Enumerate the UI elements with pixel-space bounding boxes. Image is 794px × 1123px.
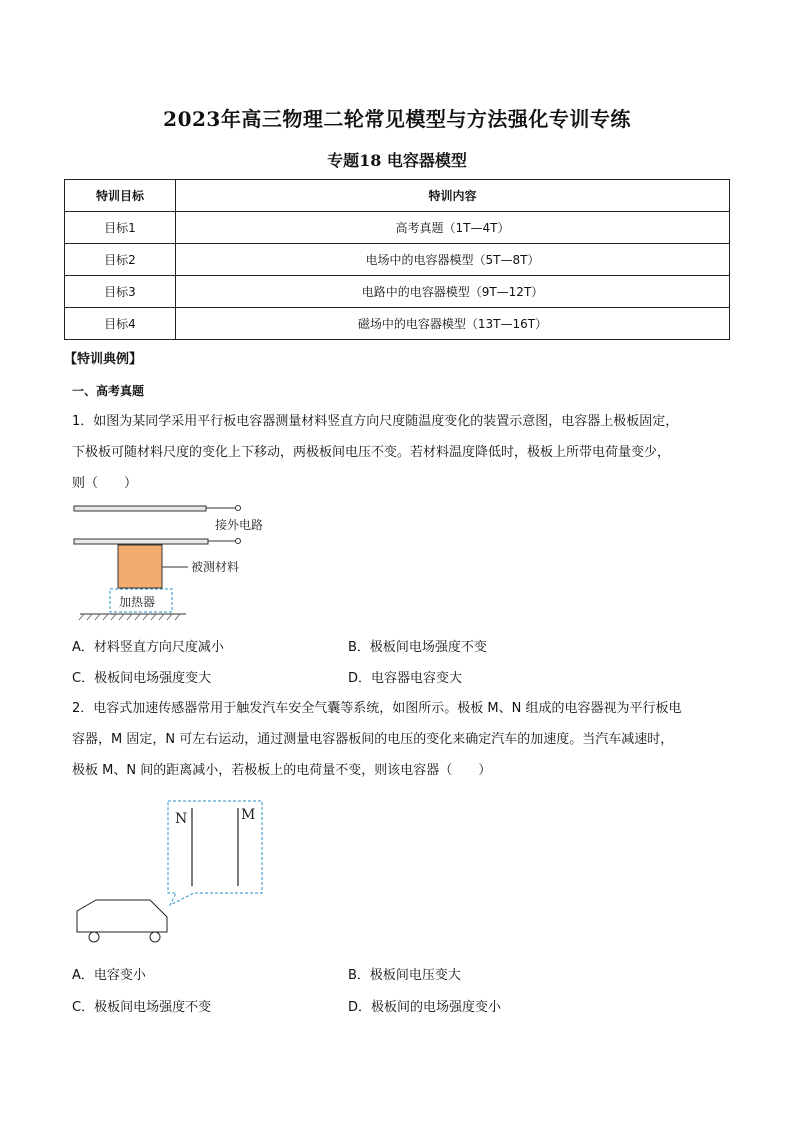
material-block <box>118 545 162 588</box>
option-c: C．极板间电场强度变大 <box>72 671 212 686</box>
question-line: 则（ ） <box>72 476 138 491</box>
heater-label: 加热器 <box>119 595 156 609</box>
table-cell: 高考真题（1T—4T） <box>176 212 730 244</box>
option-b: B．极板间电场强度不变 <box>348 640 487 655</box>
question-line: 极板 M、N 间的距离减小，若极板上的电荷量不变，则该电容器（ ） <box>72 763 492 778</box>
car-wheel <box>150 932 160 942</box>
car-sensor-figure <box>74 798 269 948</box>
option-c: C．极板间电场强度不变 <box>72 1000 212 1015</box>
table-header-cell: 特训内容 <box>176 180 730 212</box>
section-part-heading: 一、高考真题 <box>72 384 145 398</box>
targets-table <box>64 179 730 340</box>
option-a: A．材料竖直方向尺度减小 <box>72 640 224 655</box>
table-header-row <box>65 180 730 212</box>
table-cell: 目标4 <box>65 308 176 340</box>
circuit-label: 接外电路 <box>215 518 264 532</box>
question-line: 下极板可随材料尺度的变化上下移动，两极板间电压不变。若材料温度降低时，极板上所带电荷量变少， <box>72 445 671 460</box>
option-b: B．极板间电压变大 <box>348 968 461 983</box>
table-cell: 电场中的电容器模型（5T—8T） <box>176 244 730 276</box>
table-cell: 电路中的电容器模型（9T—12T） <box>176 276 730 308</box>
car-body <box>77 900 167 932</box>
option-a: A．电容变小 <box>72 968 146 983</box>
table-header-cell: 特训目标 <box>65 180 176 212</box>
table-row <box>65 244 730 276</box>
terminal <box>236 506 241 511</box>
lower-plate <box>74 539 208 544</box>
upper-plate <box>74 506 206 511</box>
section-heading: 【特训典例】 <box>64 352 143 367</box>
question-line: 容器，M 固定，N 可左右运动，通过测量电容器板间的电压的变化来确定汽车的加速度。当汽车减速时， <box>72 732 674 747</box>
terminal <box>236 539 241 544</box>
table-cell: 目标3 <box>65 276 176 308</box>
table-row <box>65 276 730 308</box>
table-cell: 目标2 <box>65 244 176 276</box>
question-line: 2．电容式加速传感器常用于触发汽车安全气囊等系统，如图所示。极板 M、N 组成的电容器视为平行板电 <box>72 701 682 716</box>
page-title: 2023年高三物理二轮常见模型与方法强化专训专练 <box>163 107 631 131</box>
capacitor-figure <box>70 500 290 625</box>
table-row <box>65 308 730 340</box>
material-label: 被测材料 <box>191 560 240 574</box>
table-cell: 目标1 <box>65 212 176 244</box>
plate-m-label: M <box>241 807 256 823</box>
table-cell: 磁场中的电容器模型（13T—16T） <box>176 308 730 340</box>
option-d: D．电容器电容变大 <box>348 671 463 686</box>
table-row <box>65 212 730 244</box>
question-line: 1．如图为某同学采用平行板电容器测量材料竖直方向尺度随温度变化的装置示意图，电容器上极板固定， <box>72 414 679 429</box>
plate-n-label: N <box>175 811 188 827</box>
question-2-text <box>72 693 737 786</box>
car-wheel <box>89 932 99 942</box>
option-d: D．极板间的电场强度变小 <box>348 1000 502 1015</box>
page-subtitle: 专题18 电容器模型 <box>327 151 467 170</box>
question-1-text <box>72 406 737 499</box>
